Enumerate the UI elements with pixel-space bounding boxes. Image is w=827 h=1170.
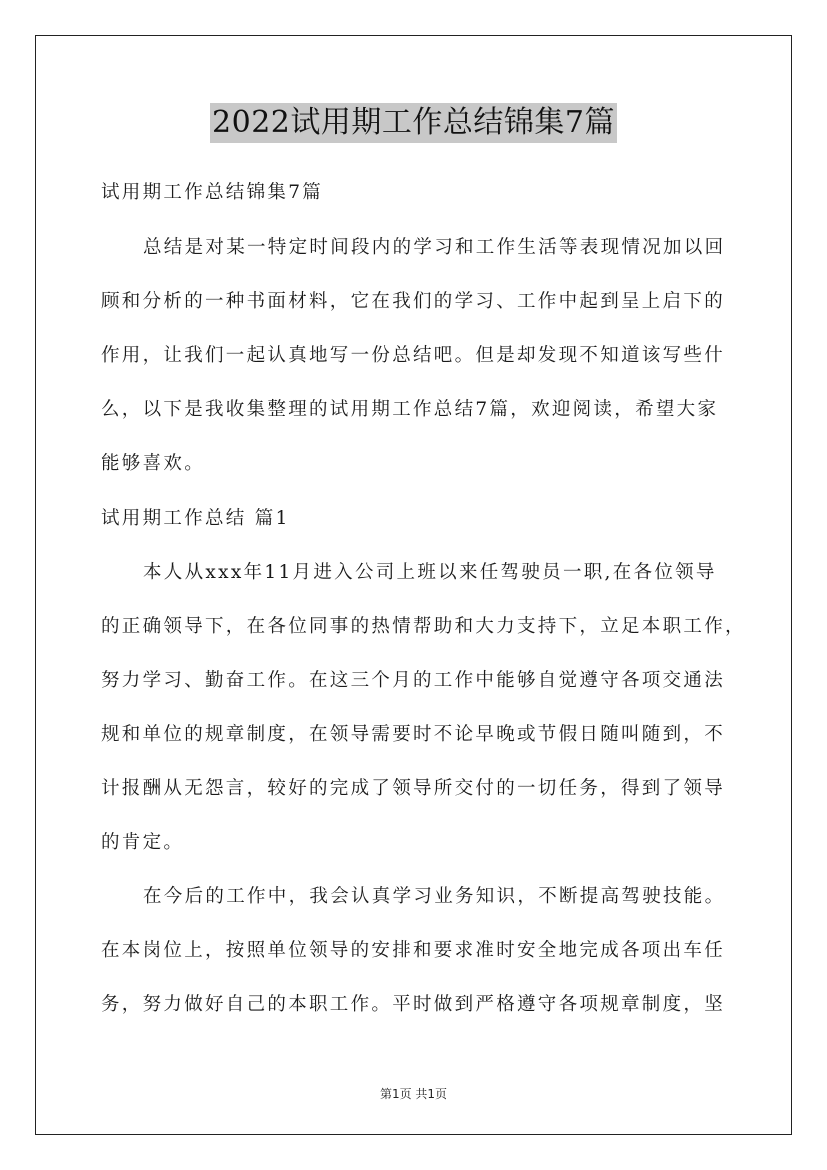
subtitle: 试用期工作总结锦集7篇: [101, 182, 324, 203]
intro-line: 能够喜欢。: [101, 453, 206, 474]
paragraph-line: 务，努力做好自己的本职工作。平时做到严格遵守各项规章制度，坚: [101, 994, 726, 1015]
paragraph-line: 努力学习、勤奋工作。在这三个月的工作中能够自觉遵守各项交通法: [101, 670, 726, 691]
paragraph-line: 在本岗位上，按照单位领导的安排和要求准时安全地完成各项出车任: [101, 940, 726, 961]
paragraph-line: 本人从xxx年11月进入公司上班以来任驾驶员一职,在各位领导: [143, 562, 717, 583]
intro-line: 么，以下是我收集整理的试用期工作总结7篇，欢迎阅读，希望大家: [101, 399, 719, 420]
document-title: 2022试用期工作总结锦集7篇: [210, 103, 617, 143]
paragraph-line: 计报酬从无怨言，较好的完成了领导所交付的一切任务，得到了领导: [101, 778, 726, 799]
paragraph-line: 的肯定。: [101, 832, 185, 853]
intro-line: 总结是对某一特定时间段内的学习和工作生活等表现情况加以回: [143, 237, 726, 258]
paragraph-line: 规和单位的规章制度，在领导需要时不论早晚或节假日随叫随到，不: [101, 724, 726, 745]
title-area: [0, 103, 827, 143]
paragraph-line: 的正确领导下，在各位同事的热情帮助和大力支持下，立足本职工作，: [101, 616, 746, 637]
page-footer: 第1页 共1页: [379, 1087, 448, 1101]
paragraph-line: 在今后的工作中，我会认真学习业务知识，不断提高驾驶技能。: [143, 886, 726, 907]
intro-line: 顾和分析的一种书面材料，它在我们的学习、工作中起到呈上启下的: [101, 291, 726, 312]
intro-line: 作用，让我们一起认真地写一份总结吧。但是却发现不知道该写些什: [101, 345, 726, 366]
section-heading: 试用期工作总结 篇1: [101, 508, 290, 529]
